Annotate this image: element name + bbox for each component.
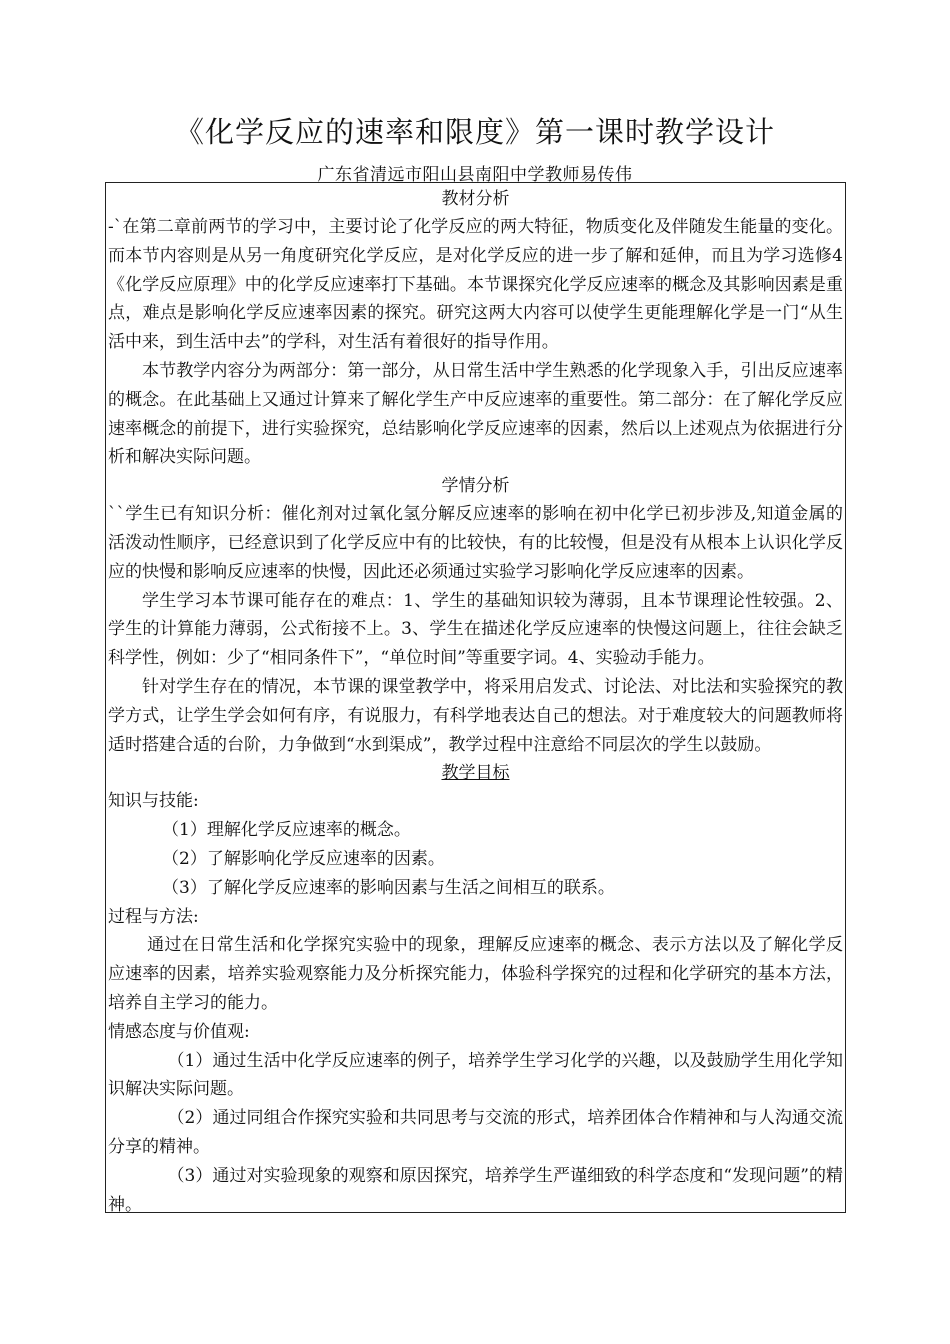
knowledge-skills-label: 知识与技能: xyxy=(108,791,199,812)
student-analysis-paragraph-3: 针对学生存在的情况，本节课的课堂教学中，将采用启发式、讨论法、对比法和实验探究的教学方式，让学生学会如何有序，有说服力，有科学地表达自己的想法。对于难度较大的问题教师将适时搭建合适的台阶，力争做到“水到渠成”，教学过程中注意给不同层次的学生以鼓励。 xyxy=(108,676,843,755)
section-heading-teaching-goals: 教学目标 xyxy=(441,763,510,784)
author-line: 广东省清远市阳山县南阳中学教师易传伟 xyxy=(317,165,633,185)
emotion-goal-3: （3）通过对实验现象的观察和原因探究，培养学生严谨细致的科学态度和“发现问题”的精神。 xyxy=(108,1165,843,1215)
emotion-goal-1: （1）通过生活中化学反应速率的例子，培养学生学习化学的兴趣，以及鼓励学生用化学知识解决实际问题。 xyxy=(108,1050,843,1100)
document-title: 《化学反应的速率和限度》第一课时教学设计 xyxy=(174,115,775,149)
process-methods-label: 过程与方法: xyxy=(108,906,199,927)
emotion-goal-2: （2）通过同组合作探究实验和共同思考与交流的形式，培养团体合作精神和与人沟通交流分享的精神。 xyxy=(108,1108,843,1157)
emotion-values-label: 情感态度与价值观: xyxy=(108,1021,250,1042)
material-analysis-paragraph-1: -`在第二章前两节的学习中，主要讨论了化学反应的两大特征，物质变化及伴随发生能量的变化。而本节内容则是从另一角度研究化学反应，是对化学反应的进一步了解和延伸，而且为学习选修4《化学反应原理》中的化学反应速率打下基础。本节课探究化学反应速率的概念及其影响因素是重点，难点是影响化学反应速率因素的探究。研究这两大内容可以使学生更能理解化学是一门“从生活中来，到生活中去”的学科，对生活有着很好的指导作用。 xyxy=(108,217,843,353)
knowledge-goal-2: （2）了解影响化学反应速率的因素。 xyxy=(162,848,445,869)
knowledge-goal-1: （1）理解化学反应速率的概念。 xyxy=(162,820,411,841)
knowledge-goal-3: （3）了解化学反应速率的影响因素与生活之间相互的联系。 xyxy=(162,877,615,898)
section-heading-material-analysis: 教材分析 xyxy=(441,189,510,209)
process-methods-text: 通过在日常生活和化学探究实验中的现象，理解反应速率的概念、表示方法以及了解化学反应速率的因素，培养实验观察能力及分析探究能力，体验科学探究的过程和化学研究的基本方法，培养自主学习的能力。 xyxy=(108,935,843,1013)
student-analysis-paragraph-2: 学生学习本节课可能存在的难点：1、学生的基础知识较为薄弱，且本节课理论性较强。2、学生的计算能力薄弱，公式衔接不上。3、学生在描述化学反应速率的快慢这问题上，往往会缺乏科学性，例如：少了“相同条件下”，“单位时间”等重要字词。4、实验动手能力。 xyxy=(108,590,843,669)
lesson-plan-table xyxy=(105,182,846,1213)
student-analysis-paragraph-1: ``学生已有知识分析：催化剂对过氧化氢分解反应速率的影响在初中化学已初步涉及,知道金属的活泼动性顺序，已经意识到了化学反应中有的比较快，有的比较慢，但是没有从根本上认识化学反应的快慢和影响反应速率的快慢，因此还必须通过实验学习影响化学反应速率的因素。 xyxy=(108,504,843,582)
section-heading-student-analysis: 学情分析 xyxy=(441,476,510,497)
material-analysis-paragraph-2: 本节教学内容分为两部分：第一部分，从日常生活中学生熟悉的化学现象入手，引出反应速率的概念。在此基础上又通过计算来了解化学生产中反应速率的重要性。第二部分：在了解化学反应速率概念的前提下，进行实验探究，总结影响化学反应速率的因素，然后以上述观点为依据进行分析和解决实际问题。 xyxy=(108,360,843,468)
